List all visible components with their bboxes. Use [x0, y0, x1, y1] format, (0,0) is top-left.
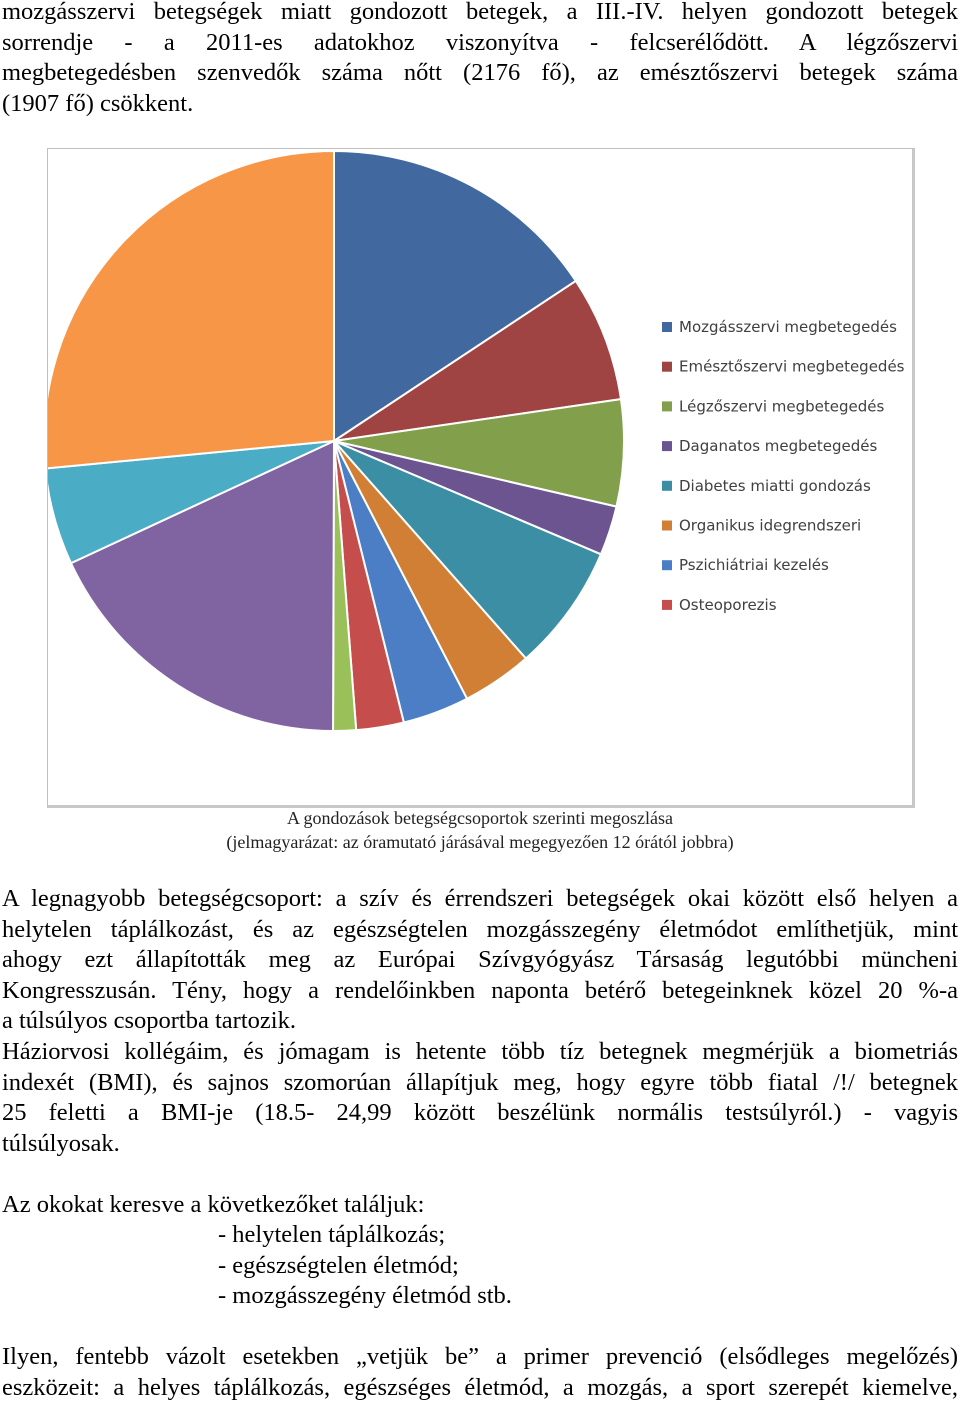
legend-label: Organikus idegrendszeri: [679, 516, 862, 535]
legend-label: Emésztőszervi megbetegedés: [679, 357, 905, 376]
cause-item: - egészségtelen életmód;: [218, 1252, 459, 1279]
para2-line-4: Kongresszusán. Tény, hogy a rendelőinkben naponta betérő betegeinknek közel 20 %-a: [2, 976, 958, 1004]
pie-chart: [48, 149, 912, 805]
legend-swatch: [662, 521, 672, 531]
intro-line-4: (1907 fő) csökkent.: [2, 89, 194, 117]
causes-heading: Az okokat keresve a következőket találjuk:: [2, 1191, 425, 1218]
legend-label: Pszichiátriai kezelés: [679, 556, 829, 575]
chart-legend: [662, 318, 905, 614]
legend-swatch: [662, 441, 672, 451]
legend-label: Osteoporezis: [679, 595, 777, 614]
intro-paragraph: [2, 0, 958, 119]
paragraph-prevention: [2, 1342, 958, 1403]
intro-line-3: megbetegedésben szenvedők száma nőtt (2176 fő), az emésztőszervi betegek száma: [2, 59, 958, 86]
para5-line-1: Ilyen, fentebb vázolt esetekben „vetjük be” a primer prevenció (elsődleges megelőzés): [2, 1343, 958, 1370]
para3-line-4: túlsúlyosak.: [2, 1129, 120, 1157]
legend-label: Mozgásszervi megbetegedés: [679, 318, 897, 336]
intro-line-1: mozgásszervi betegségek miatt gondozott betegek, a III.-IV. helyen gondozott betegek: [2, 0, 958, 25]
pie-slices: [48, 151, 624, 731]
cause-item: - helytelen táplálkozás;: [218, 1221, 446, 1248]
intro-line-2: sorrendje - a 2011-es adatokhoz viszonyítva - felcserélődött. A légzőszervi: [2, 28, 958, 56]
para2-line-1: A legnagyobb betegségcsoport: a szív és érrendszeri betegségek okai között első helyen a: [2, 885, 958, 912]
para3-line-1: Háziorvosi kollégáim, és jómagam is hetente több tíz betegnek megmérjük a biometriás: [2, 1038, 958, 1065]
cause-item: - mozgásszegény életmód stb.: [218, 1282, 512, 1309]
paragraph-bmi: [2, 1037, 958, 1159]
para2-line-2: helytelen táplálkozást, és az egészségtelen mozgásszegény életmódot említhetjük, mint: [2, 915, 958, 943]
paragraph-heart-disease: [2, 884, 958, 1037]
pie-chart-frame: [47, 148, 915, 808]
para3-line-2: indexét (BMI), és sajnos szomorúan állapítjuk meg, hogy egyre több fiatal /!/ betegnek: [2, 1068, 958, 1096]
caption-line-1: A gondozások betegségcsoportok szerinti megoszlása: [287, 808, 673, 828]
legend-label: Diabetes miatti gondozás: [679, 476, 871, 495]
para2-line-5: a túlsúlyos csoportba tartozik.: [2, 1007, 296, 1034]
legend-swatch: [662, 322, 672, 332]
legend-label: Daganatos megbetegedés: [679, 437, 878, 456]
chart-caption: [0, 806, 960, 854]
legend-swatch: [662, 401, 672, 411]
legend-swatch: [662, 481, 672, 491]
para3-line-3: 25 feletti a BMI-je (18.5- 24,99 között beszélünk normális testsúlyról.) - vagyis: [2, 1099, 958, 1126]
para5-line-2: eszközeit: a helyes táplálkozás, egészséges életmód, a mozgás, a sport szerepét kiemelve,: [2, 1373, 958, 1401]
pie-slice-12: [48, 151, 334, 468]
legend-swatch: [662, 560, 672, 570]
legend-label: Légzőszervi megbetegedés: [679, 397, 885, 416]
legend-swatch: [662, 600, 672, 610]
para2-line-3: ahogy ezt állapították meg az Európai Szívgyógyász Társaság legutóbbi müncheni: [2, 946, 958, 973]
caption-line-2: (jelmagyarázat: az óramutató járásával megegyezően 12 órától jobbra): [226, 832, 734, 852]
legend-swatch: [662, 362, 672, 372]
